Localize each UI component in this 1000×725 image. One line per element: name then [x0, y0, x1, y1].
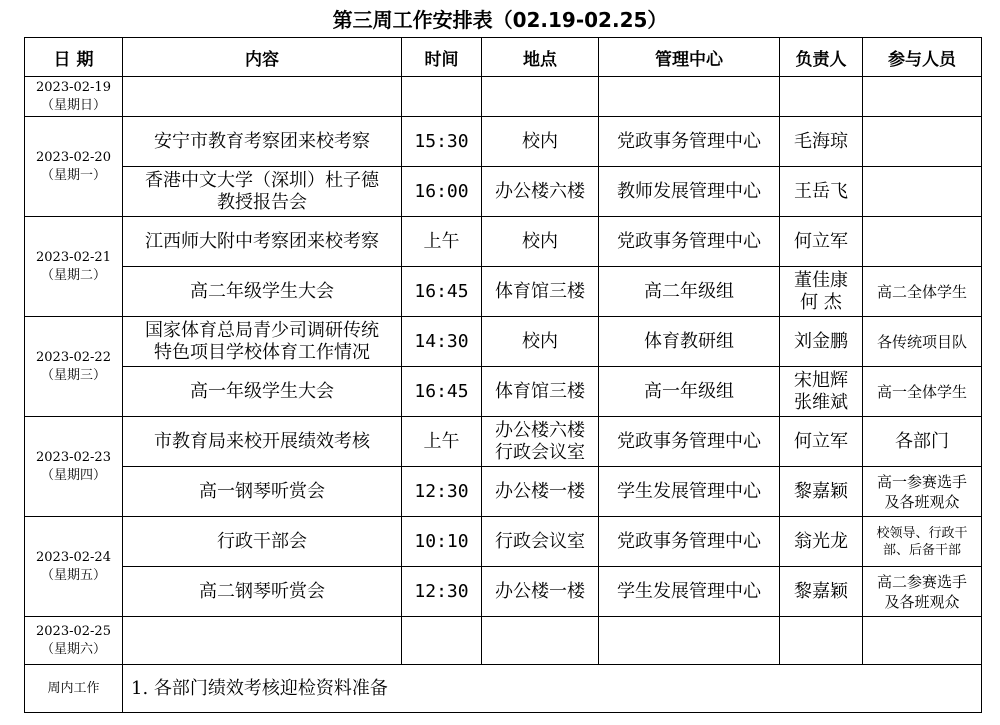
center-cell — [599, 77, 780, 117]
participants-line: 及各班观众 — [884, 592, 960, 611]
content-cell: 安宁市教育考察团来校考察 — [123, 117, 402, 167]
content-cell — [123, 167, 402, 217]
header-time: 时间 — [402, 38, 482, 77]
weekday-text: （星期六） — [40, 641, 106, 657]
center-cell: 党政事务管理中心 — [599, 417, 780, 467]
center-cell: 教师发展管理中心 — [599, 167, 780, 217]
date-cell — [25, 117, 123, 217]
place-cell: 办公楼一楼 — [482, 467, 599, 517]
place-cell: 校内 — [482, 217, 599, 267]
owner-cell — [780, 77, 863, 117]
content-line: 国家体育总局青少司调研传统 — [145, 319, 379, 341]
content-cell — [123, 77, 402, 117]
time-cell: 12:30 — [402, 567, 482, 617]
owner-cell: 王岳飞 — [780, 167, 863, 217]
participants-line: 部、后备干部 — [882, 542, 961, 558]
owner-line: 张维斌 — [794, 391, 848, 413]
participants-line: 校领导、行政干 — [876, 525, 968, 541]
owner-cell: 毛海琼 — [780, 117, 863, 167]
participants-cell — [863, 567, 982, 617]
place-cell: 行政会议室 — [482, 517, 599, 567]
content-cell: 市教育局来校开展绩效考核 — [123, 417, 402, 467]
content-cell: 高一钢琴听赏会 — [123, 467, 402, 517]
date-text: 2023-02-24 — [36, 549, 111, 565]
table-row — [25, 217, 982, 267]
content-cell: 高一年级学生大会 — [123, 367, 402, 417]
table-row — [25, 267, 982, 317]
content-line: 教授报告会 — [217, 191, 307, 213]
date-cell — [25, 317, 123, 417]
date-cell — [25, 517, 123, 617]
center-cell: 学生发展管理中心 — [599, 567, 780, 617]
weekday-text: （星期五） — [40, 567, 106, 583]
owner-cell: 何立军 — [780, 417, 863, 467]
weekday-text: （星期四） — [40, 467, 106, 483]
table-row — [25, 517, 982, 567]
center-cell: 高二年级组 — [599, 267, 780, 317]
date-text: 2023-02-25 — [36, 623, 111, 639]
place-cell: 体育馆三楼 — [482, 367, 599, 417]
content-line: 香港中文大学（深圳）杜子德 — [145, 169, 379, 191]
weekday-text: （星期日） — [40, 97, 106, 113]
center-cell — [599, 617, 780, 665]
center-cell: 学生发展管理中心 — [599, 467, 780, 517]
time-cell — [402, 617, 482, 665]
content-cell: 行政干部会 — [123, 517, 402, 567]
participants-cell — [863, 617, 982, 665]
place-cell: 办公楼六楼 — [482, 167, 599, 217]
weekly-work-label: 周内工作 — [25, 665, 123, 713]
table-row — [25, 417, 982, 467]
place-cell — [482, 617, 599, 665]
time-cell: 15:30 — [402, 117, 482, 167]
content-cell: 高二钢琴听赏会 — [123, 567, 402, 617]
owner-cell — [780, 267, 863, 317]
place-cell — [482, 77, 599, 117]
participants-cell — [863, 217, 982, 267]
date-text: 2023-02-19 — [36, 79, 111, 95]
content-cell — [123, 317, 402, 367]
owner-line: 何 杰 — [800, 291, 842, 313]
weekday-text: （星期一） — [40, 167, 106, 183]
participants-cell: 高二全体学生 — [863, 267, 982, 317]
header-place: 地点 — [482, 38, 599, 77]
participants-cell — [863, 517, 982, 567]
center-cell: 党政事务管理中心 — [599, 217, 780, 267]
owner-cell: 黎嘉颖 — [780, 467, 863, 517]
date-text: 2023-02-21 — [36, 249, 111, 265]
participants-cell — [863, 467, 982, 517]
date-cell — [25, 617, 123, 665]
weekly-work-text: 1. 各部门绩效考核迎检资料准备 — [123, 665, 982, 713]
schedule-table — [24, 37, 982, 713]
table-row — [25, 617, 982, 665]
date-cell — [25, 417, 123, 517]
participants-cell — [863, 167, 982, 217]
place-line: 行政会议室 — [495, 441, 585, 463]
participants-cell: 各传统项目队 — [863, 317, 982, 367]
content-cell — [123, 617, 402, 665]
time-cell — [402, 77, 482, 117]
center-cell: 党政事务管理中心 — [599, 517, 780, 567]
table-row — [25, 467, 982, 517]
weekday-text: （星期三） — [40, 367, 106, 383]
center-cell: 高一年级组 — [599, 367, 780, 417]
participants-line: 高一参赛选手 — [876, 472, 967, 491]
owner-cell: 刘金鹏 — [780, 317, 863, 367]
owner-line: 宋旭辉 — [794, 369, 848, 391]
date-text: 2023-02-20 — [36, 149, 111, 165]
time-cell: 上午 — [402, 417, 482, 467]
weekly-work-row — [25, 665, 982, 713]
participants-line: 及各班观众 — [884, 492, 960, 511]
time-cell: 16:00 — [402, 167, 482, 217]
owner-cell: 翁光龙 — [780, 517, 863, 567]
date-cell — [25, 217, 123, 317]
header-owner: 负责人 — [780, 38, 863, 77]
center-cell: 党政事务管理中心 — [599, 117, 780, 167]
time-cell: 12:30 — [402, 467, 482, 517]
place-cell: 体育馆三楼 — [482, 267, 599, 317]
owner-cell: 何立军 — [780, 217, 863, 267]
participants-cell: 高一全体学生 — [863, 367, 982, 417]
page-title: 第三周工作安排表（02.19-02.25） — [332, 8, 668, 32]
place-cell: 办公楼一楼 — [482, 567, 599, 617]
header-center: 管理中心 — [599, 38, 780, 77]
header-participants: 参与人员 — [863, 38, 982, 77]
weekday-text: （星期二） — [40, 267, 106, 283]
time-cell: 上午 — [402, 217, 482, 267]
time-cell: 10:10 — [402, 517, 482, 567]
place-cell: 校内 — [482, 317, 599, 367]
place-cell — [482, 417, 599, 467]
time-cell: 16:45 — [402, 267, 482, 317]
participants-line: 高二参赛选手 — [876, 572, 967, 591]
owner-cell: 黎嘉颖 — [780, 567, 863, 617]
owner-cell — [780, 617, 863, 665]
time-cell: 16:45 — [402, 367, 482, 417]
content-line: 特色项目学校体育工作情况 — [154, 341, 370, 363]
owner-line: 董佳康 — [794, 269, 848, 291]
date-text: 2023-02-22 — [36, 349, 111, 365]
content-cell: 江西师大附中考察团来校考察 — [123, 217, 402, 267]
table-row — [25, 317, 982, 367]
date-cell — [25, 77, 123, 117]
header-content: 内容 — [123, 38, 402, 77]
table-row — [25, 567, 982, 617]
place-cell: 校内 — [482, 117, 599, 167]
participants-cell: 各部门 — [863, 417, 982, 467]
table-row — [25, 117, 982, 167]
header-date: 日 期 — [25, 38, 123, 77]
center-cell: 体育教研组 — [599, 317, 780, 367]
content-cell: 高二年级学生大会 — [123, 267, 402, 317]
table-row — [25, 77, 982, 117]
owner-cell — [780, 367, 863, 417]
table-row — [25, 167, 982, 217]
time-cell: 14:30 — [402, 317, 482, 367]
place-line: 办公楼六楼 — [495, 419, 585, 441]
date-text: 2023-02-23 — [36, 449, 111, 465]
participants-cell — [863, 117, 982, 167]
header-row — [25, 38, 982, 77]
participants-cell — [863, 77, 982, 117]
table-row — [25, 367, 982, 417]
